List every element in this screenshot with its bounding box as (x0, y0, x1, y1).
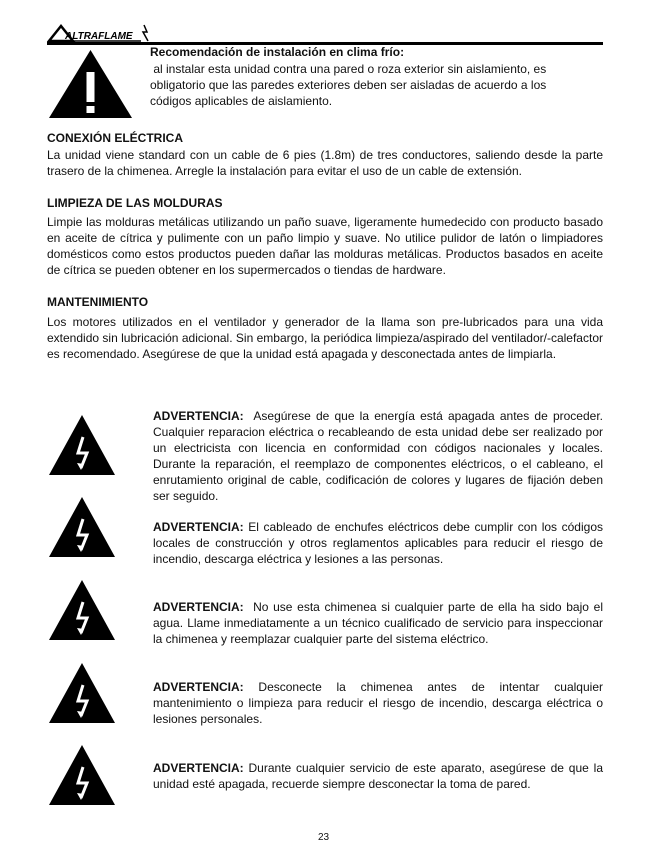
warning-block (153, 519, 607, 567)
warning-block (153, 599, 607, 647)
warning-text: No use esta chimenea si cualquier parte de ella ha sido bajo el agua. Llame inmediatamente a un técnico cualificado de servicio para inspeccionar la chimenea y reemplazar cualquier parte del sistema eléctrico. (153, 600, 607, 646)
warning-text: Durante cualquier servicio de este aparato, asegúrese de que la unidad esté apagada, recuerde siempre desconectar la toma de pared. (153, 761, 607, 791)
electric-shock-icon (47, 578, 117, 642)
page-number: 23 (317, 832, 330, 843)
warning-text: Desconecte la chimenea antes de intentar cualquier mantenimiento o limpieza para reducir el riesgo de incendio, descarga eléctrica o lesiones personales. (153, 680, 607, 726)
cold-climate-line: obligatorio que las paredes exteriores deben ser aisladas de acuerdo a los (150, 78, 547, 92)
section-body-trim-cleaning: Limpie las molduras metálicas utilizando un paño suave, ligeramente humedecido con producto basado en aceite de cítrica y pulimente con un paño limpio y suave. No utilice pulidor de latón o limpiadores domésticos como estos productos pueden dañar las molduras metálicas. Productos basados en aceite de cítrica se pueden obtener en los supermercados o tiendas de hardware. (47, 215, 603, 277)
warning-label: ADVERTENCIA: (153, 520, 244, 534)
warning-label: ADVERTENCIA: (153, 600, 244, 614)
warning-label: ADVERTENCIA: (153, 761, 244, 775)
warning-block (153, 679, 607, 727)
electric-shock-icon (47, 495, 117, 559)
electric-shock-icon (47, 661, 117, 725)
warning-text: El cableado de enchufes eléctricos debe cumplir con los códigos locales de construcción y otros reglamentos aplicables para reducir el riesgo de incendio, descarga eléctrica y lesiones a las personas. (153, 520, 607, 566)
section-heading-maintenance: MANTENIMIENTO (47, 295, 149, 309)
section-heading-trim-cleaning: LIMPIEZA DE LAS MOLDURAS (47, 196, 223, 210)
warning-label: ADVERTENCIA: (153, 409, 244, 423)
cold-climate-line: códigos aplicables de aislamiento. (150, 94, 333, 108)
section-heading-electrical: CONEXIÓN ELÉCTRICA (47, 131, 184, 145)
warning-block (153, 760, 607, 792)
cold-climate-line: al instalar esta unidad contra una pared o roza exterior sin aislamiento, es (150, 62, 547, 76)
cold-climate-text (150, 61, 605, 109)
section-body-maintenance: Los motores utilizados en el ventilador y generador de la llama son pre-lubricados para una vida extendido sin lubricación adicional. Sin embargo, la periódica limpieza/aspirado del ventilador/-calefactor es recomendado. Asegúrese de que la unidad está apagada y desconectada antes de limpiarla. (47, 315, 603, 361)
logo-text: ALTRAFLAME (65, 31, 133, 42)
exclamation-warning-icon (47, 48, 134, 120)
electric-shock-icon (47, 743, 117, 807)
cold-climate-title: Recomendación de instalación en clima frío: (150, 45, 405, 59)
section-body-electrical: La unidad viene standard con un cable de 6 pies (1.8m) de tres conductores, saliendo desde la parte trasero de la chimenea. Arregle la instalación para evitar el uso de un cable de extensión. (47, 148, 603, 178)
warning-label: ADVERTENCIA: (153, 680, 244, 694)
warning-block (153, 408, 607, 504)
warning-text: Asegúrese de que la energía está apagada antes de proceder. Cualquier reparacion eléctrica o recableando de esta unidad debe ser realizado por un electricista con licencia en conformidad con códigos nacionales y locales. Durante la reparación, el reemplazo de componentes eléctricos, o el cableano, el enrutamiento original de cable, codificación de colores y lugares de fijación deben ser seguido. (153, 409, 607, 503)
electric-shock-icon (47, 413, 117, 477)
altraflame-logo (47, 22, 157, 44)
